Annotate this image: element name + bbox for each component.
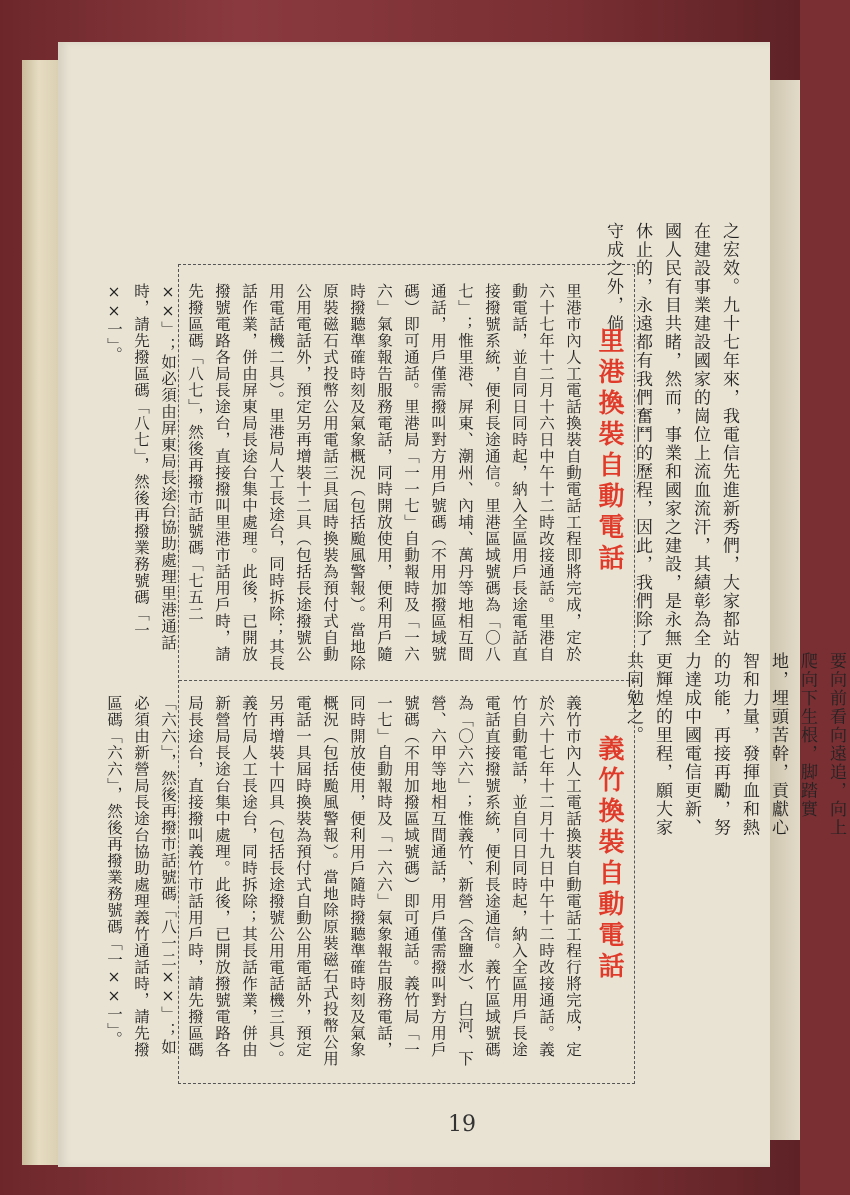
facing-page-edge xyxy=(770,80,800,1140)
section-title-yizhu: 義竹換裝自動電話 xyxy=(594,735,624,983)
announcement-box xyxy=(105,264,635,1084)
book-page xyxy=(58,42,846,1167)
section-title-ligang: 里港換裝自動電話 xyxy=(594,327,624,575)
essay-text-lower: 要向前看向遠追，向上爬向下生根，脚踏實地，埋頭苦幹，貢獻心智和力量，發揮血和熱的功能，再接再勵，努力達成中國電信更新、更輝煌的里程，願大家共同勉之。 xyxy=(623,652,846,837)
section-divider xyxy=(179,680,634,681)
section-body-yizhu: 義竹市內人工電話換裝自動電話工程行將完成，定於六十七年十二月十九日中午十二時改接通話。義竹自動電話，並自同日同時起，納入全區用戶長途電話直接撥號系統，便利長途通信。義竹區域號碼為「〇六六」；惟義竹、新營（含鹽水）、白河、下營、六甲等地相互間通話，用戶僅需撥叫對方用戶號碼（不用加撥區域號碼）即可通話。義竹局「一一七」自動報時及「一六六」氣象報告服務電話，同時開放使用，便利用戶隨時撥聽準確時刻及氣象概況（包括颱風警報）。當地除原裝磁石式投幣公用電話一具屆時換裝為預付式自動公用電話外，預定另再增裝十四具（包括長途撥號公用電話機三具）。義竹局人工長途台，同時拆除；其長話作業，併由新營局長途台集中處理。此後，已開放撥號電路各局長途台，直接撥叫義竹市話用戶時，請先撥區碼「六六」，然後再撥市話號碼「八一二××」；如必須由新營局長途台協助處理義竹通話時，請先撥區碼「六六」，然後再撥業務號碼「一××一」。 xyxy=(105,695,582,1067)
page-number: 19 xyxy=(448,1112,476,1137)
section-body-ligang: 里港市內人工電話換裝自動電話工程即將完成，定於六十七年十二月十六日中午十二時改接通話。里港自動電話，並自同日同時起，納入全區用戶長途電話直接撥號系統，便利長途通信。里港區域號碼為「〇八七」；惟里港、屏東、潮州、內埔、萬丹等地相互間通話，用戶僅需撥叫對方用戶號碼（不用加撥區域號碼）即可通話。里港局「一一七」自動報時及「一六六」氣象報告服務電話，同時開放使用，便利用戶隨時撥聽準確時刻及氣象概況（包括颱風警報）。當地除原裝磁石式投幣公用電話三具屆時換裝為預付式自動公用電話外，預定另再增裝十二具（包括長途撥號公用電話機二具）。里港局人工長途台，同時拆除；其長話作業，併由屏東局長途台集中處理。此後，已開放撥號電路各局長途台，直接撥叫里港市話用戶時，請先撥區碼「八七」，然後再撥市話號碼「七五二××」；如必須由屏東局長途台協助處理里港通話時，請先撥區碼「八七」，然後再撥業務號碼「一××一」。 xyxy=(105,283,582,672)
essay-text-upper: 之宏效。九十七年來，我電信先進新秀們，大家都站在建設事業建設國家的崗位上流血流汗，其績彰為全國人民有目共睹，然而，事業和國家之建設，是永無休止的，永遠都有我們奮鬥的歷程，因此，我們除了守成之外，倘 xyxy=(603,222,739,648)
